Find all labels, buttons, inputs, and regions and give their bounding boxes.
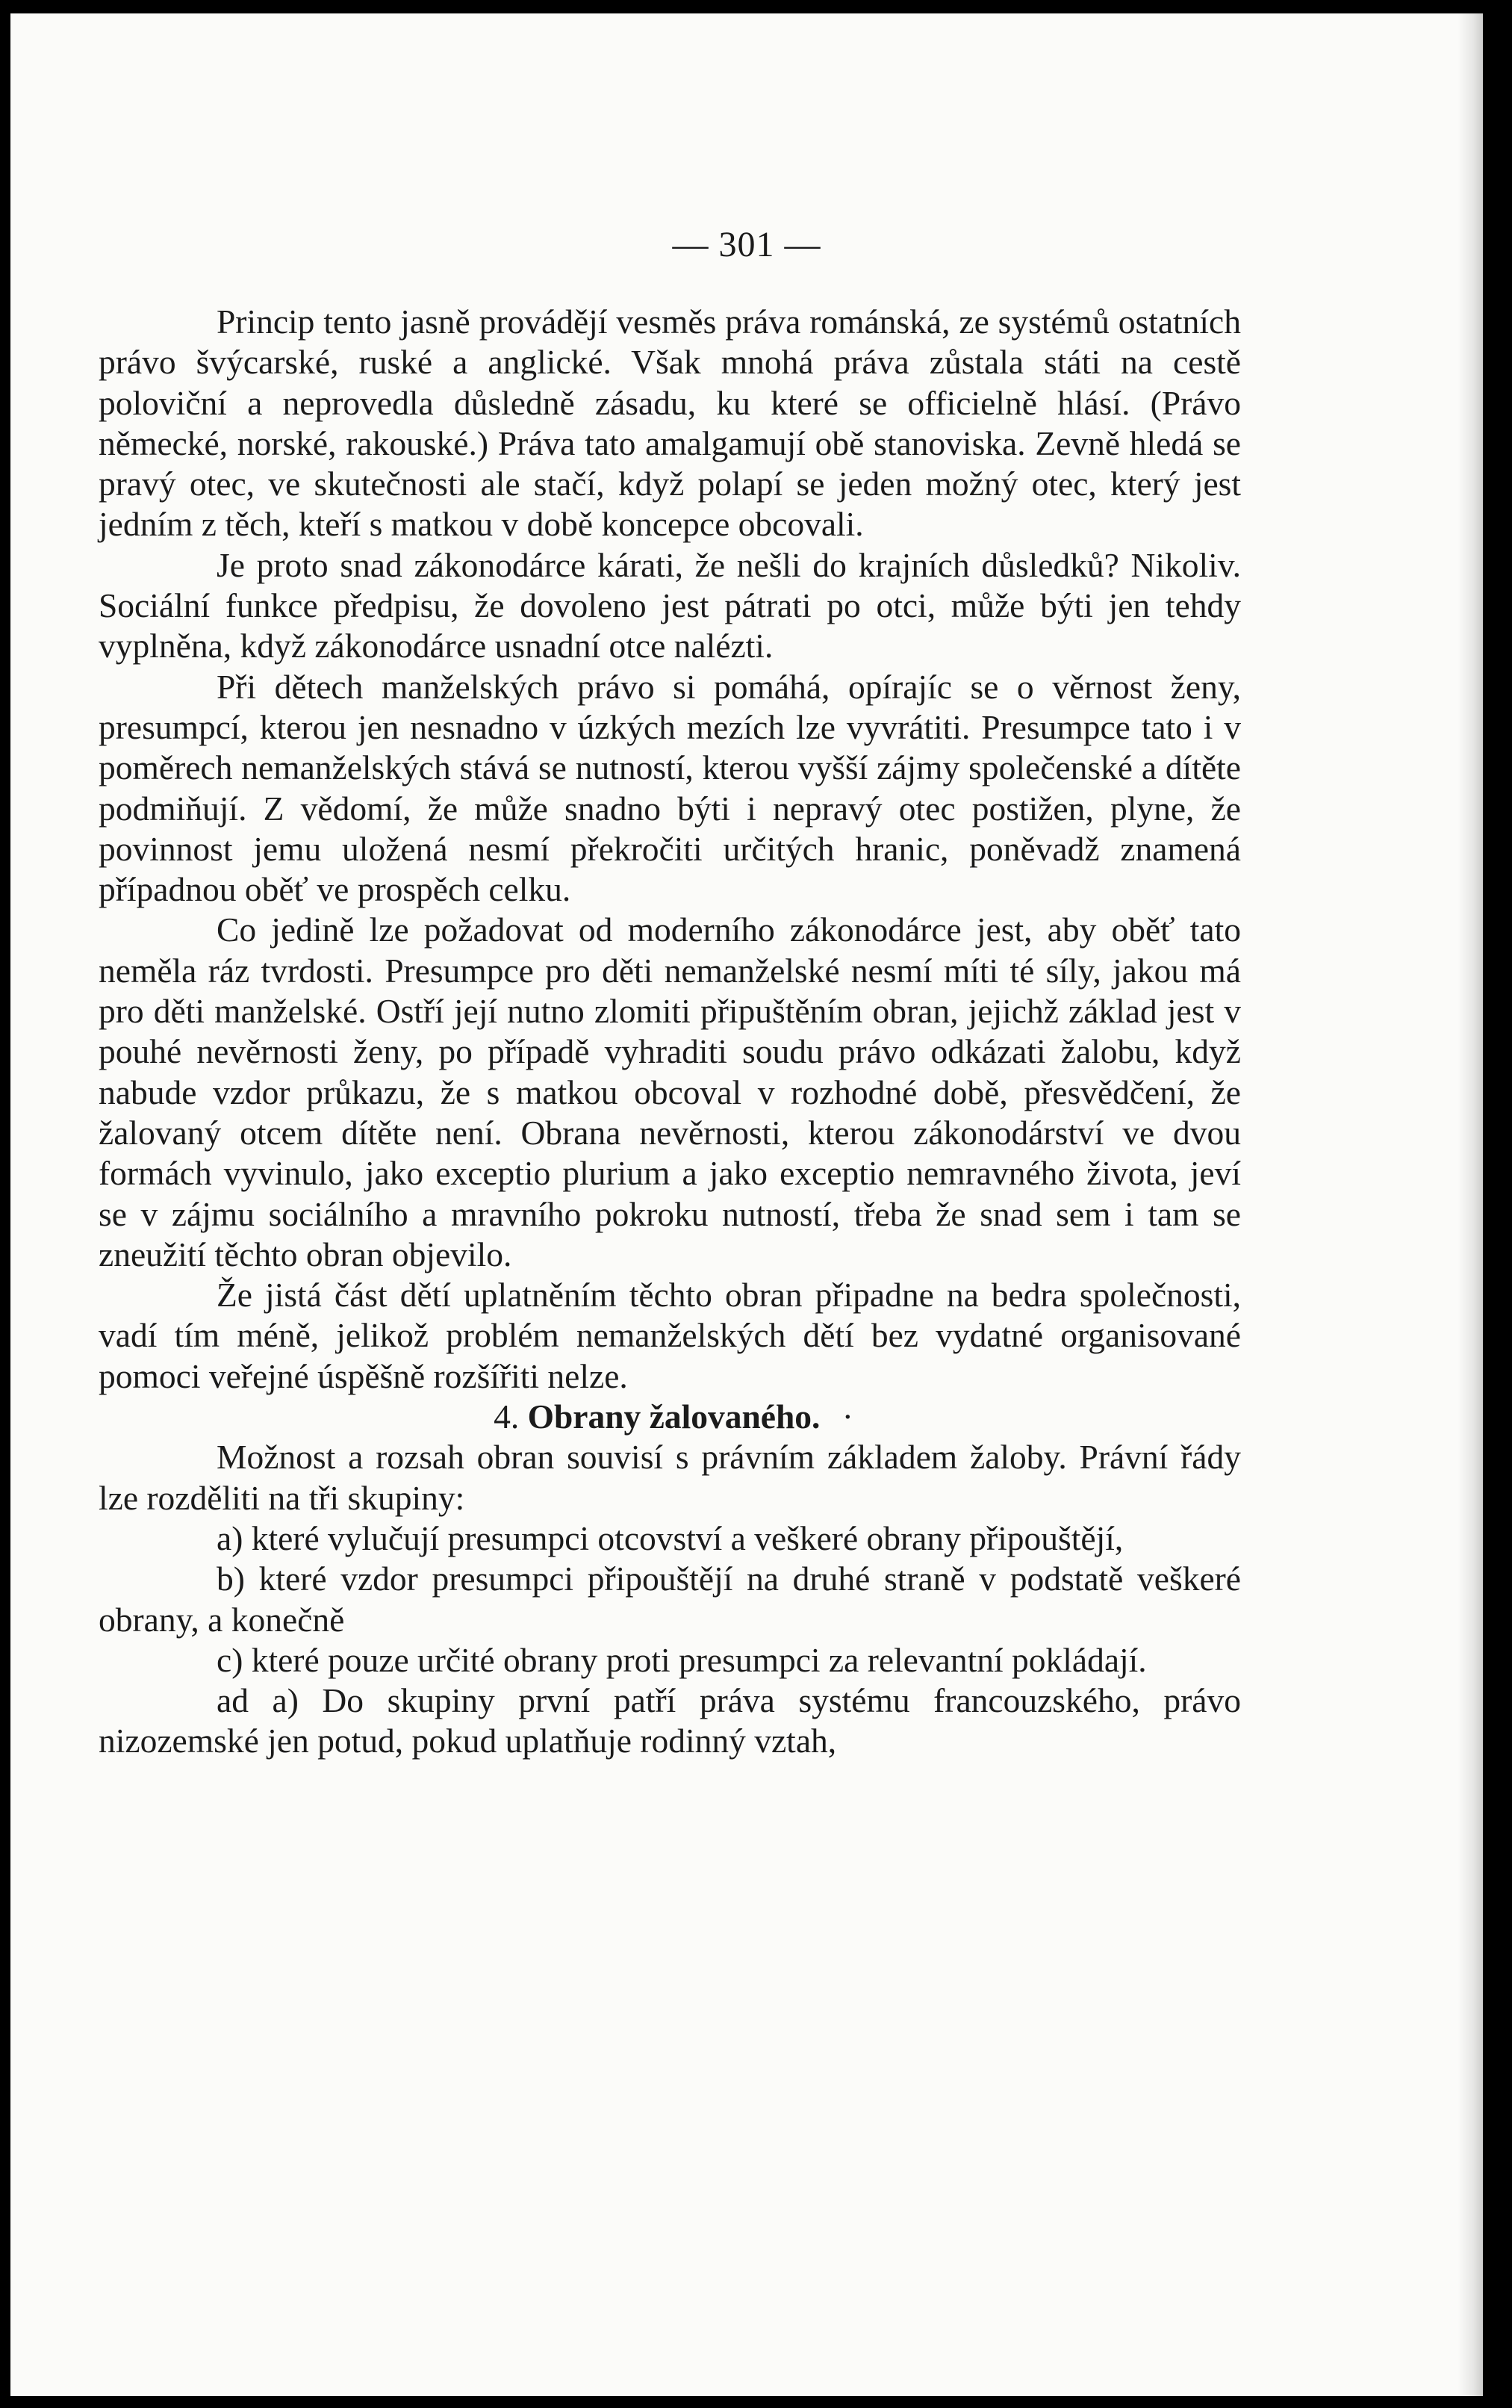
page-number: — 301 —: [672, 225, 821, 264]
paragraph: Je proto snad zákonodárce kárati, že nešli do krajních důsledků? Nikoliv. Sociální funkce předpisu, že dovoleno jest pátrati po otci, může býti jen tehdy vyplněna, když zákonodárce usnadní otce nalézti.: [99, 545, 1241, 665]
paragraph: Při dětech manželských právo si pomáhá, opírajíc se o věrnost ženy, presumpcí, kterou jen nesnadno v úzkých mezích lze vyvrátiti. Presumpce tato i v poměrech nemanželských stává se nutností, kterou vyšší zájmy společenské a dítěte podmiňují. Z vědomí, že může snadno býti i nepravý otec postižen, plyne, že povinnost jemu uložená nesmí překročiti určitých hranic, poněvadž znamená případnou oběť ve prospěch celku.: [99, 667, 1241, 909]
list-item: a) které vylučují presumpci otcovství a veškeré obrany připouštějí,: [217, 1518, 1124, 1557]
section-heading: [99, 1397, 1241, 1437]
paragraph: Co jedině lze požadovat od moderního zákonodárce jest, aby oběť tato neměla ráz tvrdosti. Presumpce pro děti nemanželské nesmí míti té síly, jakou má pro děti manželské. Ostří její nutno zlomiti připuštěním obran, jejichž základ jest v pouhé nevěrnosti ženy, po případě vyhraditi soudu právo odkázati žalobu, když nabude vzdor průkazu, že s matkou obcoval v rozhodné době, přesvědčení, že žalovaný otcem dítěte není. Obrana nevěrnosti, kterou zákonodárství ve dvou formách vyvinulo, jako exceptio plurium a jako exceptio nemravného života, jeví se v zájmu sociálního a mravního pokroku nutností, třeba že snad sem i tam se zneužití těchto obran objevilo.: [99, 910, 1241, 1273]
stray-mark: ·: [841, 1397, 853, 1436]
body-text: [99, 302, 1241, 1762]
paragraph: ad a) Do skupiny první patří práva systému francouzského, právo nizozemské jen potud, pokud uplatňuje rodinný vztah,: [99, 1681, 1241, 1760]
page-edge-shadow: [1457, 13, 1483, 2396]
section-title: Obrany žalovaného.: [527, 1397, 821, 1436]
paragraph: Princip tento jasně provádějí vesměs práva románská, ze systémů ostatních právo švýcarské, ruské a anglické. Však mnohá práva zůstala státi na cestě poloviční a neprovedla důsledně zásadu, ku které se officielně hlásí. (Právo německé, norské, rakouské.) Práva tato amalgamují obě stanoviska. Zevně hledá se pravý otec, ve skutečnosti ale stačí, když polapí se jeden možný otec, který jest jedním z těch, kteří s matkou v době koncepce obcovali.: [99, 302, 1241, 544]
paragraph: Že jistá část dětí uplatněním těchto obran připadne na bedra společnosti, vadí tím méně, jelikož problém nemanželských dětí bez vydatné organisované pomoci veřejné úspěšně rozšířiti nelze.: [99, 1276, 1241, 1395]
paragraph: Možnost a rozsah obran souvisí s právním základem žaloby. Právní řády lze rozděliti na tři skupiny:: [99, 1438, 1241, 1517]
section-number: 4.: [494, 1397, 520, 1436]
list-item: c) které pouze určité obrany proti presumpci za relevantní pokládají.: [217, 1640, 1147, 1679]
book-page: [10, 13, 1483, 2396]
list-item: b) které vzdor presumpci připouštějí na druhé straně v podstatě veškeré obrany, a konečně: [99, 1560, 1241, 1639]
